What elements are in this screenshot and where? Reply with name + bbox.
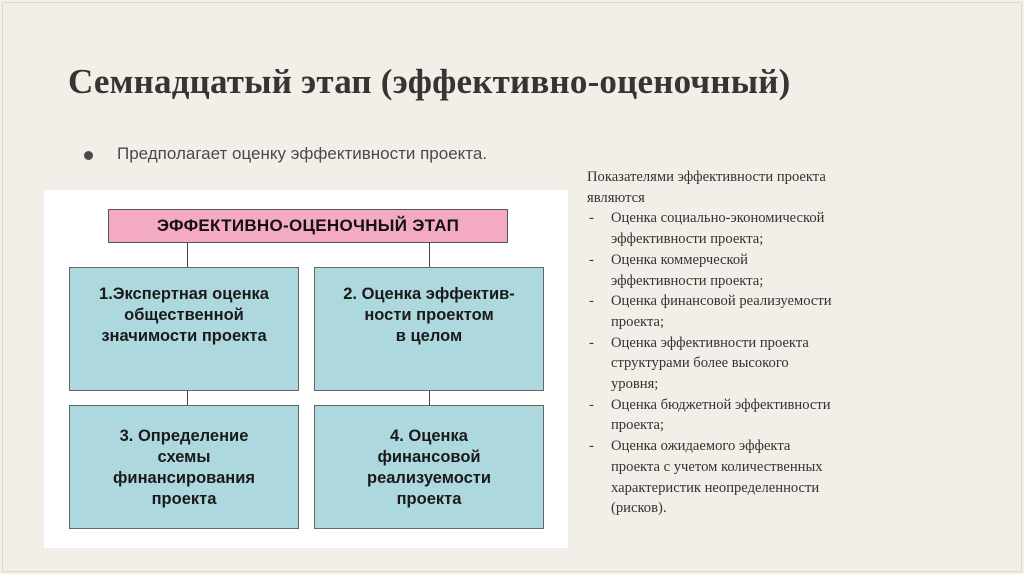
list-item-text: Оценка коммерческой эффективности проекта; xyxy=(611,251,764,289)
connector-line xyxy=(187,391,188,405)
connector-line xyxy=(429,243,430,267)
connector-line xyxy=(187,243,188,267)
connector-line xyxy=(429,391,430,405)
list-item-text: Оценка эффективности проекта структурами более высокого уровня; xyxy=(611,334,809,393)
indicators-items xyxy=(587,208,887,519)
list-dash: - xyxy=(589,251,594,268)
list-dash: - xyxy=(589,334,594,351)
indicators-intro: Показателями эффективности проекта являются xyxy=(587,169,826,206)
list-item xyxy=(587,333,887,395)
indicators-list xyxy=(587,167,887,519)
list-dash: - xyxy=(589,293,594,310)
list-dash: - xyxy=(589,210,594,227)
diagram-box-2: 2. Оценка эффектив- ности проектом в целом xyxy=(314,267,544,391)
list-item-text: Оценка ожидаемого эффекта проекта с учетом количественных характеристик неопределенности (рисков). xyxy=(611,438,823,517)
bullet-dot-icon xyxy=(84,151,93,160)
list-item xyxy=(587,250,887,291)
list-item-text: Оценка социально-экономической эффективности проекта; xyxy=(611,210,825,248)
slide-title: Семнадцатый этап (эффективно-оценочный) xyxy=(68,62,791,101)
bullet-point xyxy=(84,144,487,164)
diagram-header: ЭФФЕКТИВНО-ОЦЕНОЧНЫЙ ЭТАП xyxy=(108,209,508,243)
bullet-text: Предполагает оценку эффективности проекта. xyxy=(117,144,488,163)
diagram-box-1: 1.Экспертная оценка общественной значимости проекта xyxy=(69,267,299,391)
list-item xyxy=(587,395,887,436)
list-item-text: Оценка финансовой реализуемости проекта; xyxy=(611,293,832,330)
list-item xyxy=(587,291,887,332)
list-dash: - xyxy=(589,396,594,413)
diagram-box-4: 4. Оценка финансовой реализуемости проекта xyxy=(314,405,544,529)
list-item-text: Оценка бюджетной эффективности проекта; xyxy=(611,396,831,434)
diagram-box-3: 3. Определение схемы финансирования проекта xyxy=(69,405,299,529)
list-item xyxy=(587,436,887,519)
stage-diagram xyxy=(44,190,568,548)
list-dash: - xyxy=(589,438,594,455)
list-item xyxy=(587,208,887,249)
